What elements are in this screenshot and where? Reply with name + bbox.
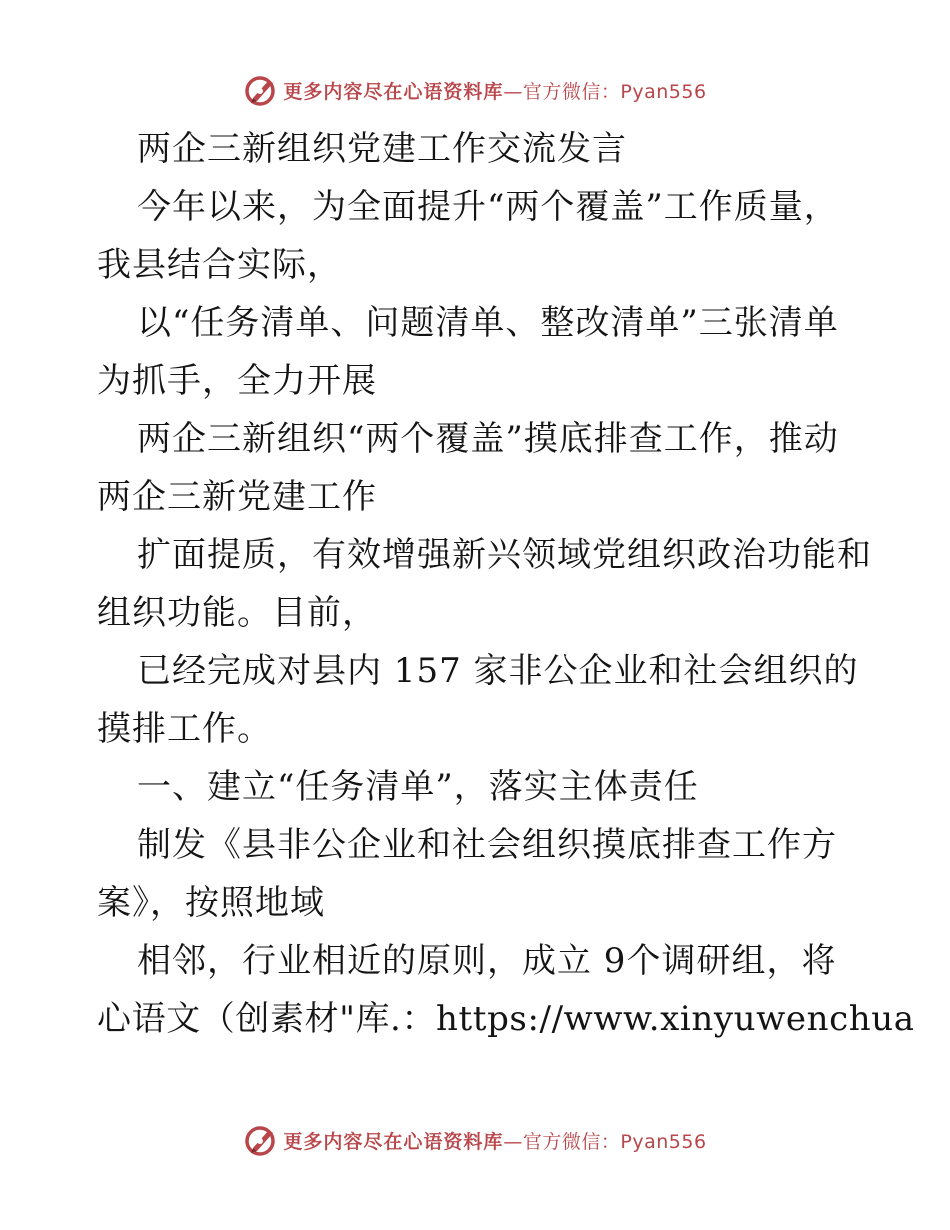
footer-brand-text: 更多内容尽在心语资料库: [283, 1130, 504, 1153]
document-title: 两企三新组织党建工作交流发言: [137, 129, 627, 169]
pen-circle-logo-icon: [243, 1122, 279, 1158]
paragraph-line: 案》，按照地域: [97, 883, 325, 923]
section-heading: 一、建立“任务清单”，落实主体责任: [137, 767, 699, 807]
paragraph-line: 今年以来，为全面提升“两个覆盖”工作质量，: [137, 187, 839, 227]
paragraph-line: 组织功能。目前，: [97, 593, 377, 633]
header-brand-text: 更多内容尽在心语资料库: [283, 80, 504, 103]
paragraph-line: 为抓手，全力开展: [97, 361, 377, 401]
footer-contact-text: —官方微信：Pyan556: [503, 1130, 707, 1153]
paragraph-line: 我县结合实际，: [97, 245, 342, 285]
paragraph-line: 制发《县非公企业和社会组织摸底排查工作方: [137, 825, 837, 865]
paragraph-line: 摸排工作。: [97, 709, 272, 749]
paragraph-line: 扩面提质，有效增强新兴领域党组织政治功能和: [137, 535, 872, 575]
pen-circle-logo-icon: [243, 72, 279, 108]
header-contact-text: —官方微信：Pyan556: [503, 80, 707, 103]
paragraph-line: 两企三新党建工作: [97, 477, 377, 517]
paragraph-line: 两企三新组织“两个覆盖”摸底排查工作，推动: [137, 419, 839, 459]
paragraph-line: 已经完成对县内 157 家非公企业和社会组织的: [137, 651, 859, 691]
document-body: [97, 120, 915, 1048]
header-watermark-banner: [0, 70, 950, 110]
paragraph-line: 以“任务清单、问题清单、整改清单”三张清单: [137, 303, 839, 343]
paragraph-line: 相邻，行业相近的原则，成立 9个调研组，将: [137, 941, 837, 981]
footer-watermark-banner: [0, 1120, 950, 1160]
paragraph-line: 心语文（创素材"库.：https://www.xinyuwenchua: [97, 999, 915, 1039]
